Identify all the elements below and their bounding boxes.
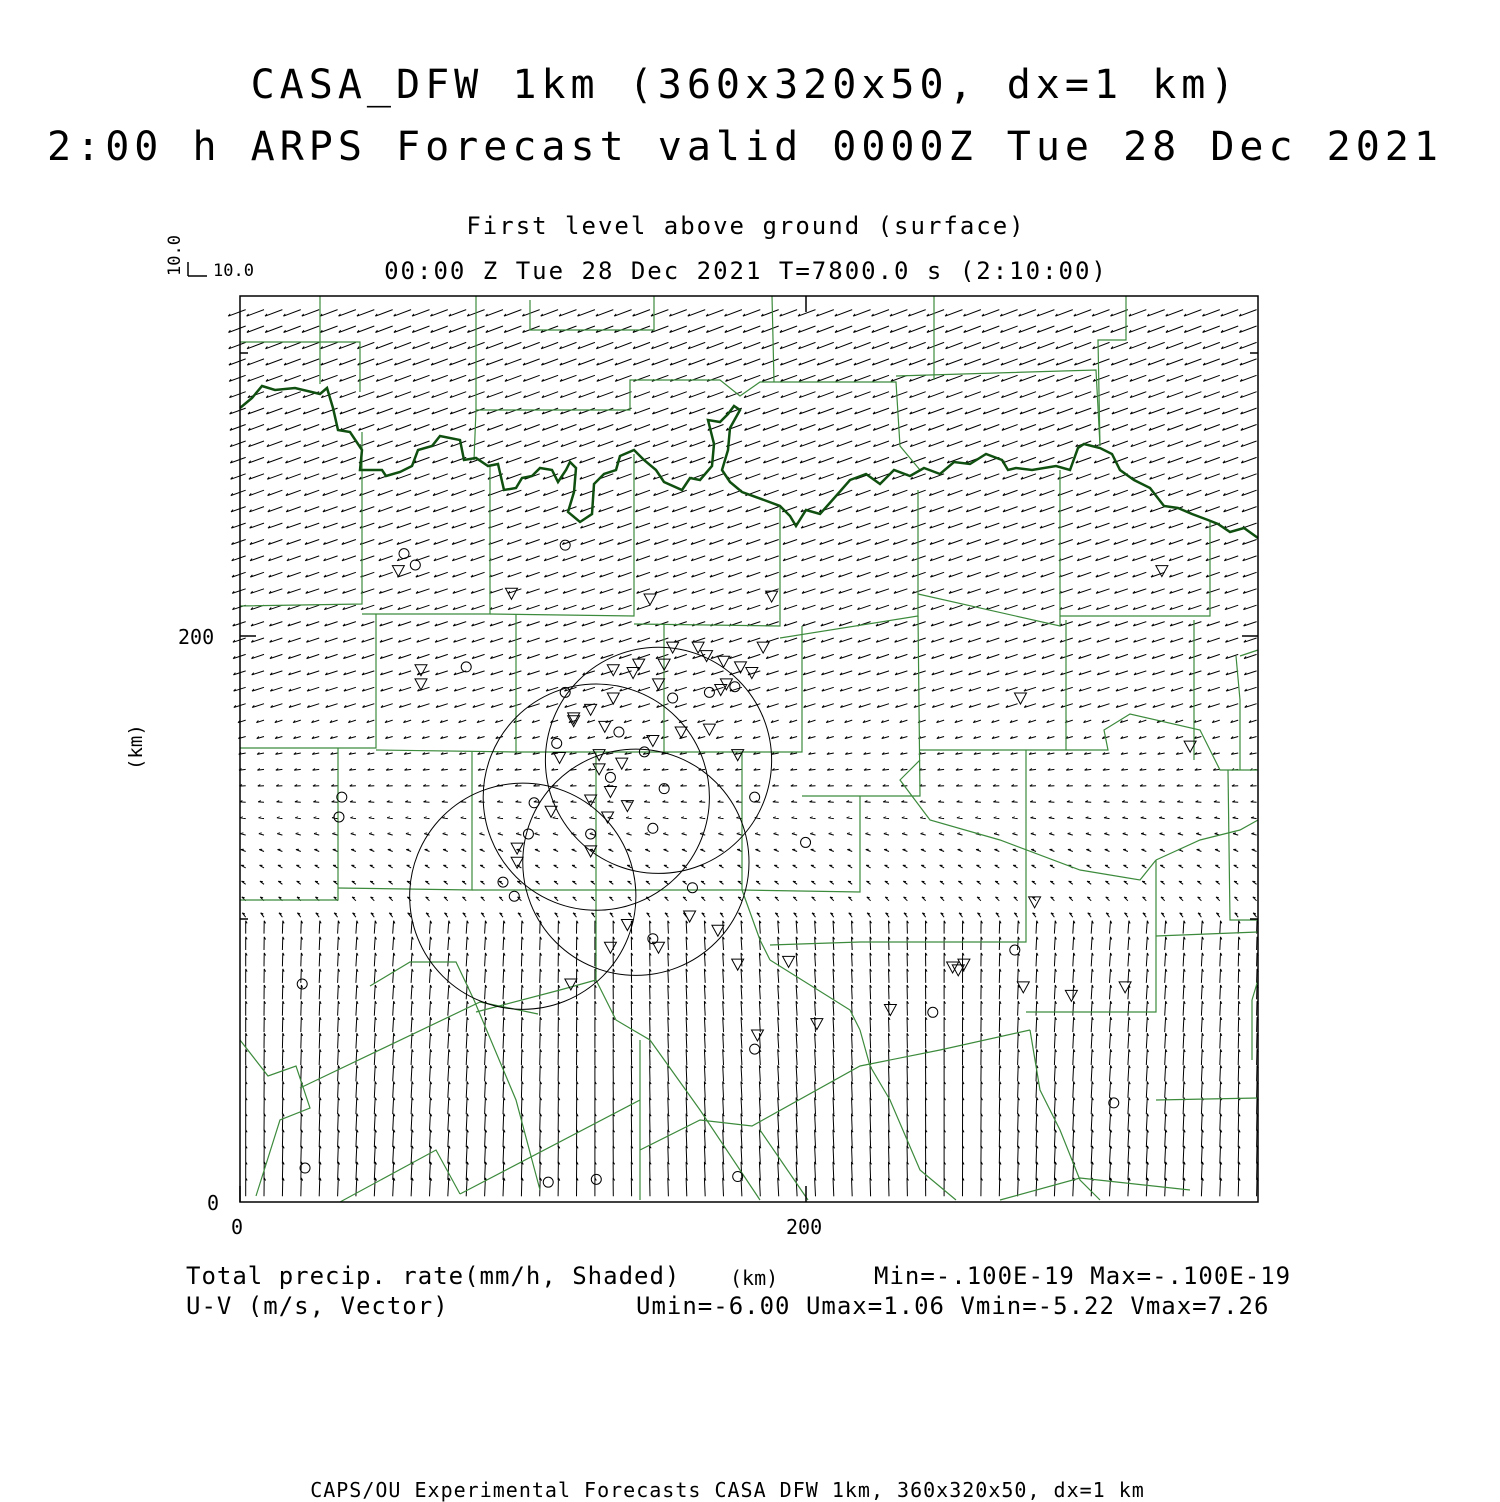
- station-triangle-marker: [505, 588, 517, 599]
- station-triangle-marker: [703, 724, 715, 735]
- station-triangle-marker: [718, 656, 730, 667]
- county-line: [860, 750, 1026, 942]
- station-triangle-marker: [607, 665, 619, 676]
- county-line: [1156, 932, 1258, 936]
- station-triangle-marker: [599, 721, 611, 732]
- county-line: [240, 342, 360, 392]
- station-circle-marker: [704, 687, 714, 697]
- x-tick-200: 200: [786, 1215, 823, 1239]
- county-line: [1156, 1098, 1258, 1100]
- station-triangle-marker: [751, 1030, 763, 1041]
- county-line: [476, 980, 596, 1012]
- station-triangle-marker: [616, 758, 628, 769]
- station-circle-marker: [648, 823, 658, 833]
- station-triangle-marker: [757, 642, 769, 653]
- station-triangle-marker: [644, 594, 656, 605]
- station-circle-marker: [733, 1172, 743, 1182]
- station-triangle-marker: [1119, 982, 1131, 993]
- station-triangle-marker: [585, 795, 597, 806]
- county-line: [896, 370, 1100, 446]
- county-line: [474, 380, 920, 470]
- county-line: [1030, 1030, 1100, 1200]
- plot-frame: [240, 296, 1258, 1202]
- station-triangle-marker: [607, 693, 619, 704]
- station-circle-marker: [334, 812, 344, 822]
- station-circle-marker: [730, 682, 740, 692]
- station-circle-marker: [801, 837, 811, 847]
- county-line: [920, 620, 1066, 750]
- station-triangle-marker: [554, 752, 566, 763]
- station-circle-marker: [591, 1174, 601, 1184]
- y-tick-200: 200: [178, 625, 215, 649]
- station-triangle-marker: [692, 642, 704, 653]
- station-circle-marker: [552, 738, 562, 748]
- station-triangle-marker: [947, 962, 959, 973]
- station-circle-marker: [410, 560, 420, 570]
- county-line: [1000, 1178, 1190, 1200]
- vector-key: [165, 235, 254, 281]
- station-circle-marker: [560, 540, 570, 550]
- county-line: [900, 760, 1156, 880]
- vector-label: U-V (m/s, Vector): [186, 1292, 449, 1320]
- y-tick-0: 0: [207, 1191, 220, 1215]
- station-triangle-marker: [746, 668, 758, 679]
- wind-vectors: [228, 310, 1258, 1197]
- station-triangle-marker: [1065, 990, 1077, 1001]
- x-tick-0: 0: [231, 1215, 244, 1239]
- county-line: [772, 296, 774, 382]
- station-circle-marker: [543, 1177, 553, 1187]
- station-circle-marker: [523, 829, 533, 839]
- subtitle-level: First level above ground (surface): [466, 212, 1026, 240]
- station-triangle-marker: [712, 925, 724, 936]
- y-axis-label: (km): [125, 724, 147, 770]
- radar-range-rings: [410, 647, 772, 1009]
- station-triangle-marker: [1029, 897, 1041, 908]
- county-line: [240, 748, 338, 900]
- county-line: [1098, 296, 1126, 446]
- radar-range-ring: [523, 749, 749, 975]
- station-triangle-marker: [653, 679, 665, 690]
- county-line: [338, 752, 472, 890]
- county-line: [742, 890, 770, 960]
- title-line-2: 2:00 h ARPS Forecast valid 0000Z Tue 28 Dec 2021: [47, 124, 1443, 170]
- county-line: [760, 1130, 808, 1200]
- county-line: [1156, 820, 1258, 860]
- station-circle-marker: [928, 1007, 938, 1017]
- vector-minmax: Umin=-6.00 Umax=1.06 Vmin=-5.22 Vmax=7.26: [636, 1292, 1270, 1320]
- county-line: [370, 962, 540, 1190]
- station-triangle-marker: [593, 764, 605, 775]
- subtitle-valid-time: 00:00 Z Tue 28 Dec 2021 T=7800.0 s (2:10:00): [384, 257, 1108, 285]
- station-circle-marker: [509, 891, 519, 901]
- county-line: [472, 752, 596, 890]
- county-line: [780, 490, 918, 638]
- field-minmax: Min=-.100E-19 Max=-.100E-19: [874, 1262, 1292, 1290]
- county-boundaries: [240, 296, 1258, 1202]
- station-circle-marker: [668, 693, 678, 703]
- station-circle-marker: [614, 727, 624, 737]
- station-triangle-marker: [1014, 693, 1026, 704]
- station-circle-marker: [687, 883, 697, 893]
- station-triangle-marker: [545, 806, 557, 817]
- station-triangle-marker: [511, 843, 523, 854]
- station-circle-marker: [605, 772, 615, 782]
- county-line: [596, 890, 760, 1200]
- station-circle-marker: [1010, 945, 1020, 955]
- vector-key-label-x: 10.0: [213, 261, 254, 281]
- station-circle-marker: [750, 1044, 760, 1054]
- county-line: [376, 614, 516, 752]
- county-line: [340, 1150, 460, 1202]
- county-line: [1060, 522, 1210, 616]
- station-circle-marker: [399, 549, 409, 559]
- station-triangle-marker: [684, 911, 696, 922]
- county-line: [1066, 714, 1258, 770]
- county-line: [240, 432, 362, 606]
- title-line-1: CASA_DFW 1km (360x320x50, dx=1 km): [250, 62, 1240, 108]
- station-circle-marker: [461, 662, 471, 672]
- station-triangle-marker: [811, 1019, 823, 1030]
- credit-line: CAPS/OU Experimental Forecasts CASA DFW 1km, 360x320x50, dx=1 km: [310, 1478, 1145, 1502]
- county-line: [640, 1030, 1030, 1150]
- county-line: [918, 470, 1060, 626]
- station-triangle-marker: [884, 1004, 896, 1015]
- county-line: [1026, 860, 1156, 1012]
- x-axis-label: (km): [730, 1266, 779, 1290]
- station-triangle-marker: [511, 857, 523, 868]
- station-markers: [297, 540, 1196, 1187]
- station-triangle-marker: [604, 786, 616, 797]
- station-triangle-marker: [783, 956, 795, 967]
- station-circle-marker: [750, 792, 760, 802]
- station-circle-marker: [529, 798, 539, 808]
- county-line: [664, 626, 802, 752]
- field-label: Total precip. rate(mm/h, Shaded): [186, 1262, 681, 1290]
- station-triangle-marker: [604, 942, 616, 953]
- county-line: [240, 614, 376, 748]
- county-line: [596, 752, 742, 890]
- county-line: [300, 1002, 538, 1088]
- county-line: [240, 1040, 310, 1196]
- axis-ticks: [240, 296, 1258, 1202]
- station-triangle-marker: [627, 668, 639, 679]
- wind-vector-field: [228, 310, 1258, 1197]
- vector-key-label-y: 10.0: [165, 235, 185, 276]
